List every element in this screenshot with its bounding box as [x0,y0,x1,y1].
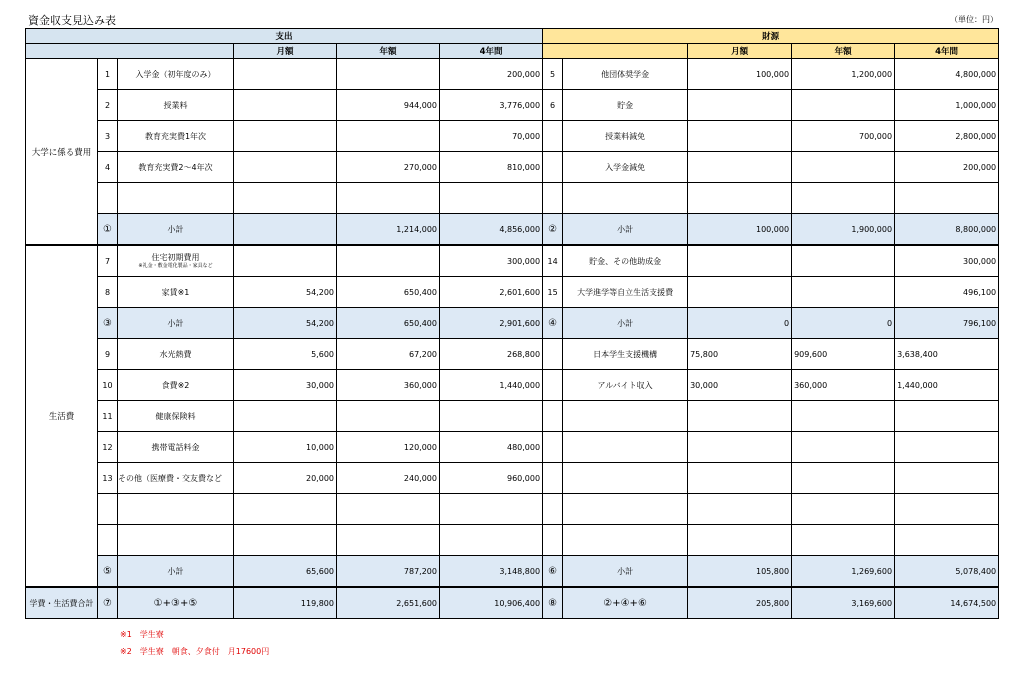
expense-annual-value [337,494,440,525]
funding-monthly-value: 100,000 [688,59,792,90]
funding-item: 授業料減免 [563,121,688,152]
expense-blank-header [26,44,234,59]
expense-row-number [98,525,118,556]
funding-monthly-value: 75,800 [688,339,792,370]
funding-monthly-value [688,432,792,463]
expense-four-years-value: 70,000 [440,121,543,152]
expense-row-number: ⑤ [98,556,118,588]
expense-annual-value [337,245,440,277]
funding-row-number: ⑥ [543,556,563,588]
expense-monthly-value [234,90,337,121]
funding-row-number [543,183,563,214]
funding-four-years-value: 1,440,000 [895,370,999,401]
funding-item [563,463,688,494]
expense-item [118,494,234,525]
funding-annual-value: 360,000 [792,370,895,401]
funding-annual-header: 年額 [792,44,895,59]
expense-row-number: ③ [98,308,118,339]
funding-four-years-header: 4年間 [895,44,999,59]
expense-monthly-value: 65,600 [234,556,337,588]
expense-annual-value [337,183,440,214]
expense-item: その他（医療費・交友費など [118,463,234,494]
expense-row-number: 4 [98,152,118,183]
expense-four-years-value: 3,148,800 [440,556,543,588]
funding-row-number [543,525,563,556]
funding-annual-value [792,152,895,183]
category-label: 学費・生活費合計 [26,587,98,619]
expense-row-number: ⑦ [98,587,118,619]
expense-item: 小計 [118,214,234,246]
funding-four-years-value: 2,800,000 [895,121,999,152]
expense-item: 入学金（初年度のみ） [118,59,234,90]
funding-four-years-value [895,183,999,214]
funding-annual-value: 3,169,600 [792,587,895,619]
expense-row-number: 10 [98,370,118,401]
expense-header: 支出 [26,29,543,44]
table-row [26,525,999,556]
table-row [26,277,999,308]
expense-four-years-value [440,183,543,214]
funding-annual-value [792,90,895,121]
funding-monthly-value [688,401,792,432]
expense-monthly-value: 54,200 [234,308,337,339]
funding-annual-value: 909,600 [792,339,895,370]
expense-row-number: 9 [98,339,118,370]
table-row [26,587,999,619]
funding-four-years-value: 1,000,000 [895,90,999,121]
funding-item: 日本学生支援機構 [563,339,688,370]
funding-monthly-value [688,494,792,525]
expense-item [118,525,234,556]
funding-item: 他団体奨学金 [563,59,688,90]
funding-four-years-value [895,401,999,432]
funding-four-years-value: 14,674,500 [895,587,999,619]
expense-four-years-value: 300,000 [440,245,543,277]
table-row [26,214,999,246]
expense-annual-value: 1,214,000 [337,214,440,246]
funding-item: ②+④+⑥ [563,587,688,619]
table-row [26,432,999,463]
expense-annual-value [337,121,440,152]
expense-four-years-value: 2,901,600 [440,308,543,339]
expense-four-years-value: 268,800 [440,339,543,370]
funding-four-years-value [895,494,999,525]
expense-monthly-value [234,183,337,214]
funding-monthly-value [688,245,792,277]
expense-item: 教育充実費2～4年次 [118,152,234,183]
funding-four-years-value: 300,000 [895,245,999,277]
table-row [26,463,999,494]
expense-monthly-header: 月額 [234,44,337,59]
expense-monthly-value [234,525,337,556]
expense-row-number: ① [98,214,118,246]
funding-four-years-value: 200,000 [895,152,999,183]
expense-annual-value: 270,000 [337,152,440,183]
funding-four-years-value: 496,100 [895,277,999,308]
expense-item [118,245,234,277]
funding-row-number: ② [543,214,563,246]
expense-annual-header: 年額 [337,44,440,59]
expense-row-number: 12 [98,432,118,463]
cashflow-table [25,28,999,619]
funding-four-years-value: 4,800,000 [895,59,999,90]
table-row [26,90,999,121]
table-row [26,183,999,214]
expense-monthly-value [234,401,337,432]
category-label: 大学に係る費用 [26,59,98,246]
expense-item [118,183,234,214]
funding-annual-value: 1,200,000 [792,59,895,90]
table-row [26,59,999,90]
funding-monthly-value [688,277,792,308]
expense-annual-value [337,59,440,90]
funding-annual-value [792,494,895,525]
note-1: ※1 学生寮 [120,630,164,639]
expense-annual-value: 787,200 [337,556,440,588]
funding-row-number: 14 [543,245,563,277]
funding-monthly-value: 0 [688,308,792,339]
category-label: 生活費 [26,245,98,587]
expense-four-years-value: 480,000 [440,432,543,463]
expense-item: ①+③+⑤ [118,587,234,619]
funding-row-number: ⑧ [543,587,563,619]
funding-item [563,494,688,525]
expense-annual-value: 360,000 [337,370,440,401]
expense-four-years-value: 200,000 [440,59,543,90]
expense-monthly-value [234,245,337,277]
funding-annual-value [792,183,895,214]
funding-item: 入学金減免 [563,152,688,183]
expense-four-years-value [440,401,543,432]
funding-four-years-value: 8,800,000 [895,214,999,246]
funding-item [563,525,688,556]
expense-four-years-value: 960,000 [440,463,543,494]
note-2: ※2 学生寮 朝食、夕食付 月17600円 [120,647,270,656]
expense-item: 食費※2 [118,370,234,401]
expense-annual-value [337,401,440,432]
expense-monthly-value: 119,800 [234,587,337,619]
expense-four-years-value [440,525,543,556]
funding-annual-value: 700,000 [792,121,895,152]
funding-item: 小計 [563,556,688,588]
expense-item: 授業料 [118,90,234,121]
funding-four-years-value: 3,638,400 [895,339,999,370]
expense-row-number [98,494,118,525]
expense-annual-value: 650,400 [337,308,440,339]
funding-annual-value [792,245,895,277]
expense-row-number: 3 [98,121,118,152]
expense-monthly-value: 30,000 [234,370,337,401]
funding-annual-value: 1,269,600 [792,556,895,588]
funding-item [563,432,688,463]
expense-row-number: 8 [98,277,118,308]
funding-four-years-value [895,525,999,556]
table-row [26,121,999,152]
funding-monthly-value [688,183,792,214]
expense-item-label: 住宅初期費用 [151,253,200,262]
expense-item: 健康保険料 [118,401,234,432]
funding-item: 貯金 [563,90,688,121]
expense-four-years-value: 810,000 [440,152,543,183]
funding-four-years-value [895,463,999,494]
funding-four-years-value [895,432,999,463]
funding-monthly-value [688,121,792,152]
funding-row-number: 6 [543,90,563,121]
funding-row-number [543,339,563,370]
expense-row-number: 7 [98,245,118,277]
table-row [26,556,999,588]
unit-label: （単位：円） [950,15,998,24]
expense-four-years-header: 4年間 [440,44,543,59]
funding-monthly-header: 月額 [688,44,792,59]
funding-annual-value [792,277,895,308]
table-row [26,370,999,401]
funding-item: 小計 [563,308,688,339]
expense-annual-value [337,525,440,556]
expense-item-note: ※礼金・敷金電化製品・家具など [138,263,213,269]
notes [120,626,269,660]
funding-monthly-value [688,90,792,121]
expense-annual-value: 240,000 [337,463,440,494]
funding-annual-value [792,525,895,556]
funding-annual-value [792,401,895,432]
funding-row-number: 5 [543,59,563,90]
expense-monthly-value: 54,200 [234,277,337,308]
expense-four-years-value: 3,776,000 [440,90,543,121]
funding-item: アルバイト収入 [563,370,688,401]
expense-four-years-value: 2,601,600 [440,277,543,308]
expense-item: 家賃※1 [118,277,234,308]
expense-monthly-value: 5,600 [234,339,337,370]
expense-monthly-value [234,214,337,246]
table-row [26,308,999,339]
funding-row-number [543,152,563,183]
expense-row-number [98,183,118,214]
funding-row-number [543,370,563,401]
expense-monthly-value [234,152,337,183]
funding-monthly-value: 205,800 [688,587,792,619]
funding-row-number [543,463,563,494]
table-row [26,152,999,183]
expense-annual-value: 650,400 [337,277,440,308]
funding-row-number [543,494,563,525]
funding-annual-value: 1,900,000 [792,214,895,246]
funding-monthly-value [688,525,792,556]
funding-item: 貯金、その他助成金 [563,245,688,277]
expense-monthly-value: 20,000 [234,463,337,494]
expense-four-years-value: 1,440,000 [440,370,543,401]
expense-row-number: 13 [98,463,118,494]
funding-row-number [543,432,563,463]
table-row [26,494,999,525]
funding-item [563,401,688,432]
funding-monthly-value [688,152,792,183]
funding-row-number [543,121,563,152]
funding-row-number [543,401,563,432]
expense-item: 携帯電話料金 [118,432,234,463]
expense-annual-value: 944,000 [337,90,440,121]
funding-header: 財源 [543,29,999,44]
expense-annual-value: 67,200 [337,339,440,370]
funding-row-number: ④ [543,308,563,339]
expense-row-number: 1 [98,59,118,90]
expense-monthly-value: 10,000 [234,432,337,463]
funding-four-years-value: 5,078,400 [895,556,999,588]
funding-monthly-value: 105,800 [688,556,792,588]
table-row [26,245,999,277]
expense-item: 教育充実費1年次 [118,121,234,152]
funding-annual-value: 0 [792,308,895,339]
expense-monthly-value [234,494,337,525]
funding-four-years-value: 796,100 [895,308,999,339]
funding-item: 小計 [563,214,688,246]
table-row [26,401,999,432]
expense-four-years-value: 4,856,000 [440,214,543,246]
funding-monthly-value: 30,000 [688,370,792,401]
expense-monthly-value [234,121,337,152]
expense-row-number: 2 [98,90,118,121]
expense-row-number: 11 [98,401,118,432]
funding-blank-header [543,44,688,59]
sheet-title: 資金収支見込み表 [28,14,116,27]
funding-row-number: 15 [543,277,563,308]
expense-annual-value: 2,651,600 [337,587,440,619]
expense-four-years-value: 10,906,400 [440,587,543,619]
expense-item: 小計 [118,308,234,339]
expense-item: 水光熱費 [118,339,234,370]
expense-four-years-value [440,494,543,525]
funding-item: 大学進学等自立生活支援費 [563,277,688,308]
funding-item [563,183,688,214]
expense-monthly-value [234,59,337,90]
expense-item: 小計 [118,556,234,588]
funding-monthly-value [688,463,792,494]
funding-annual-value [792,463,895,494]
funding-annual-value [792,432,895,463]
table-row [26,339,999,370]
funding-monthly-value: 100,000 [688,214,792,246]
expense-annual-value: 120,000 [337,432,440,463]
